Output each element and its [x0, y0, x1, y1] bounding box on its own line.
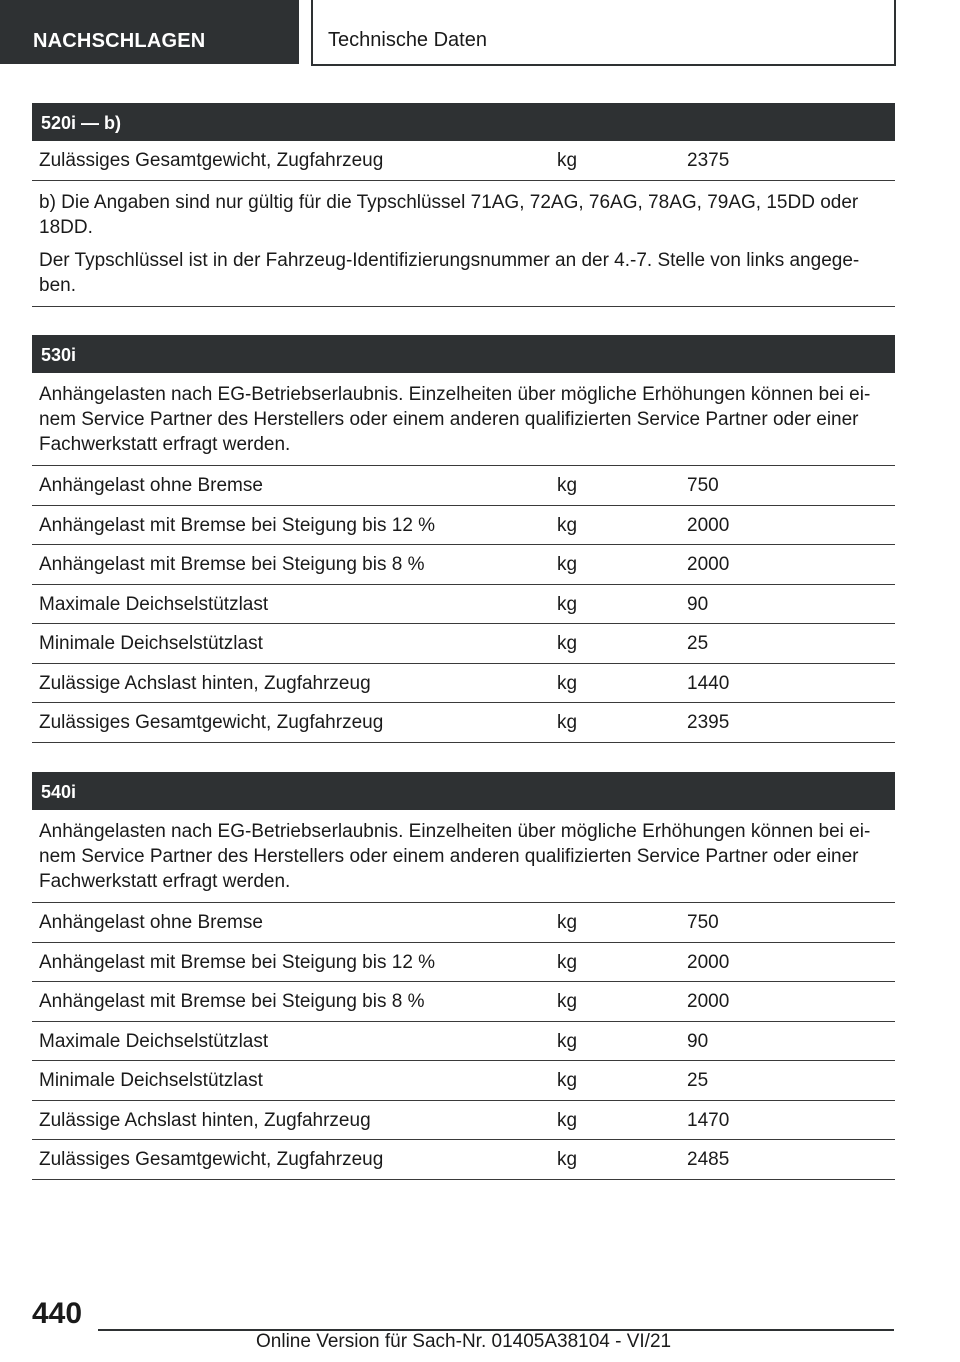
row-label: Anhängelast ohne Bremse	[39, 912, 263, 933]
row-label: Zulässige Achslast hinten, Zugfahrzeug	[39, 672, 371, 694]
table-intro: Anhängelasten nach EG-Betriebserlaubnis. Einzelheiten über mögliche Erhöhungen können bei ei-nem Service Partner des Herstellers oder einem anderen qualifizierten Service Partner oder einer Fachwerkstatt erfragt werden.	[32, 810, 895, 903]
table-row	[32, 1101, 895, 1141]
row-unit: kg	[557, 475, 578, 496]
table-row	[32, 466, 895, 506]
row-value: 2000	[687, 554, 730, 575]
row-label: Maximale Deichselstützlast	[39, 593, 269, 615]
row-unit: kg	[557, 912, 578, 933]
row-unit: kg	[557, 712, 578, 733]
row-value: 750	[687, 912, 719, 933]
row-value: 1440	[687, 672, 730, 694]
row-unit: kg	[557, 593, 578, 615]
row-unit: kg	[557, 991, 578, 1012]
footnote-validity: b) Die Angaben sind nur gültig für die Typschlüssel 71AG, 72AG, 76AG, 78AG, 79AG, 15DD oder 18DD.	[39, 191, 859, 238]
row-unit: kg	[557, 1109, 578, 1131]
table-540i	[32, 772, 895, 1180]
row-value: 90	[687, 593, 709, 615]
table-row	[32, 703, 895, 743]
table-row	[32, 1061, 895, 1101]
online-version-note: Online Version für Sach-Nr. 01405A38104 - VI/21	[256, 1331, 672, 1352]
page-header	[0, 0, 960, 66]
row-label: Zulässiges Gesamtgewicht, Zugfahrzeug	[39, 712, 384, 733]
table-row	[32, 1140, 895, 1180]
table-title: 530i	[32, 335, 895, 373]
row-label: Anhängelast mit Bremse bei Steigung bis 8 %	[39, 554, 425, 575]
page-number: 440	[32, 1297, 83, 1330]
row-unit: kg	[557, 951, 578, 973]
row-label: Anhängelast mit Bremse bei Steigung bis 12 %	[39, 514, 436, 536]
row-unit: kg	[557, 514, 578, 536]
table-row	[32, 506, 895, 546]
table-520i	[32, 103, 895, 307]
footnote	[32, 181, 895, 307]
row-value: 2000	[687, 514, 730, 536]
row-value: 25	[687, 1070, 709, 1091]
chapter-title: Technische Daten	[311, 0, 896, 66]
row-value: 25	[687, 633, 709, 654]
table-row	[32, 982, 895, 1022]
row-label: Minimale Deichselstützlast	[39, 1070, 263, 1091]
table-row	[32, 141, 895, 181]
row-value: 1470	[687, 1109, 730, 1131]
row-unit: kg	[557, 554, 578, 575]
table-row	[32, 585, 895, 625]
table-row	[32, 624, 895, 664]
section-label: NACHSCHLAGEN	[0, 0, 299, 64]
row-value: 2000	[687, 951, 730, 973]
row-label: Zulässiges Gesamtgewicht, Zugfahrzeug	[39, 1149, 384, 1170]
row-unit: kg	[557, 1030, 578, 1052]
row-label: Anhängelast mit Bremse bei Steigung bis 8 %	[39, 991, 425, 1012]
row-label: Maximale Deichselstützlast	[39, 1030, 269, 1052]
row-value: 2395	[687, 712, 730, 733]
table-row	[32, 545, 895, 585]
table-intro: Anhängelasten nach EG-Betriebserlaubnis. Einzelheiten über mögliche Erhöhungen können bei ei-nem Service Partner des Herstellers oder einem anderen qualifizierten Service Partner oder einer Fachwerkstatt erfragt werden.	[32, 373, 895, 466]
table-row	[32, 1022, 895, 1062]
row-value: 90	[687, 1030, 709, 1052]
row-label: Anhängelast ohne Bremse	[39, 475, 263, 496]
row-unit: kg	[557, 1070, 578, 1091]
row-value: 750	[687, 475, 719, 496]
row-unit: kg	[557, 1149, 578, 1170]
row-value: 2375	[687, 150, 730, 171]
table-530i	[32, 335, 895, 743]
row-label: Zulässiges Gesamtgewicht, Zugfahrzeug	[39, 150, 384, 171]
table-row	[32, 943, 895, 983]
table-title: 520i — b)	[32, 103, 895, 141]
row-unit: kg	[557, 150, 578, 171]
row-value: 2000	[687, 991, 730, 1012]
footnote-type-key: Der Typschlüssel ist in der Fahrzeug-Identifizierungsnummer an der 4.-7. Stelle von links angege-ben.	[39, 249, 860, 296]
table-row	[32, 903, 895, 943]
row-unit: kg	[557, 672, 578, 694]
table-title: 540i	[32, 772, 895, 810]
table-row	[32, 664, 895, 704]
row-unit: kg	[557, 633, 578, 654]
row-value: 2485	[687, 1149, 730, 1170]
row-label: Minimale Deichselstützlast	[39, 633, 263, 654]
row-label: Anhängelast mit Bremse bei Steigung bis 12 %	[39, 951, 436, 973]
row-label: Zulässige Achslast hinten, Zugfahrzeug	[39, 1109, 371, 1131]
